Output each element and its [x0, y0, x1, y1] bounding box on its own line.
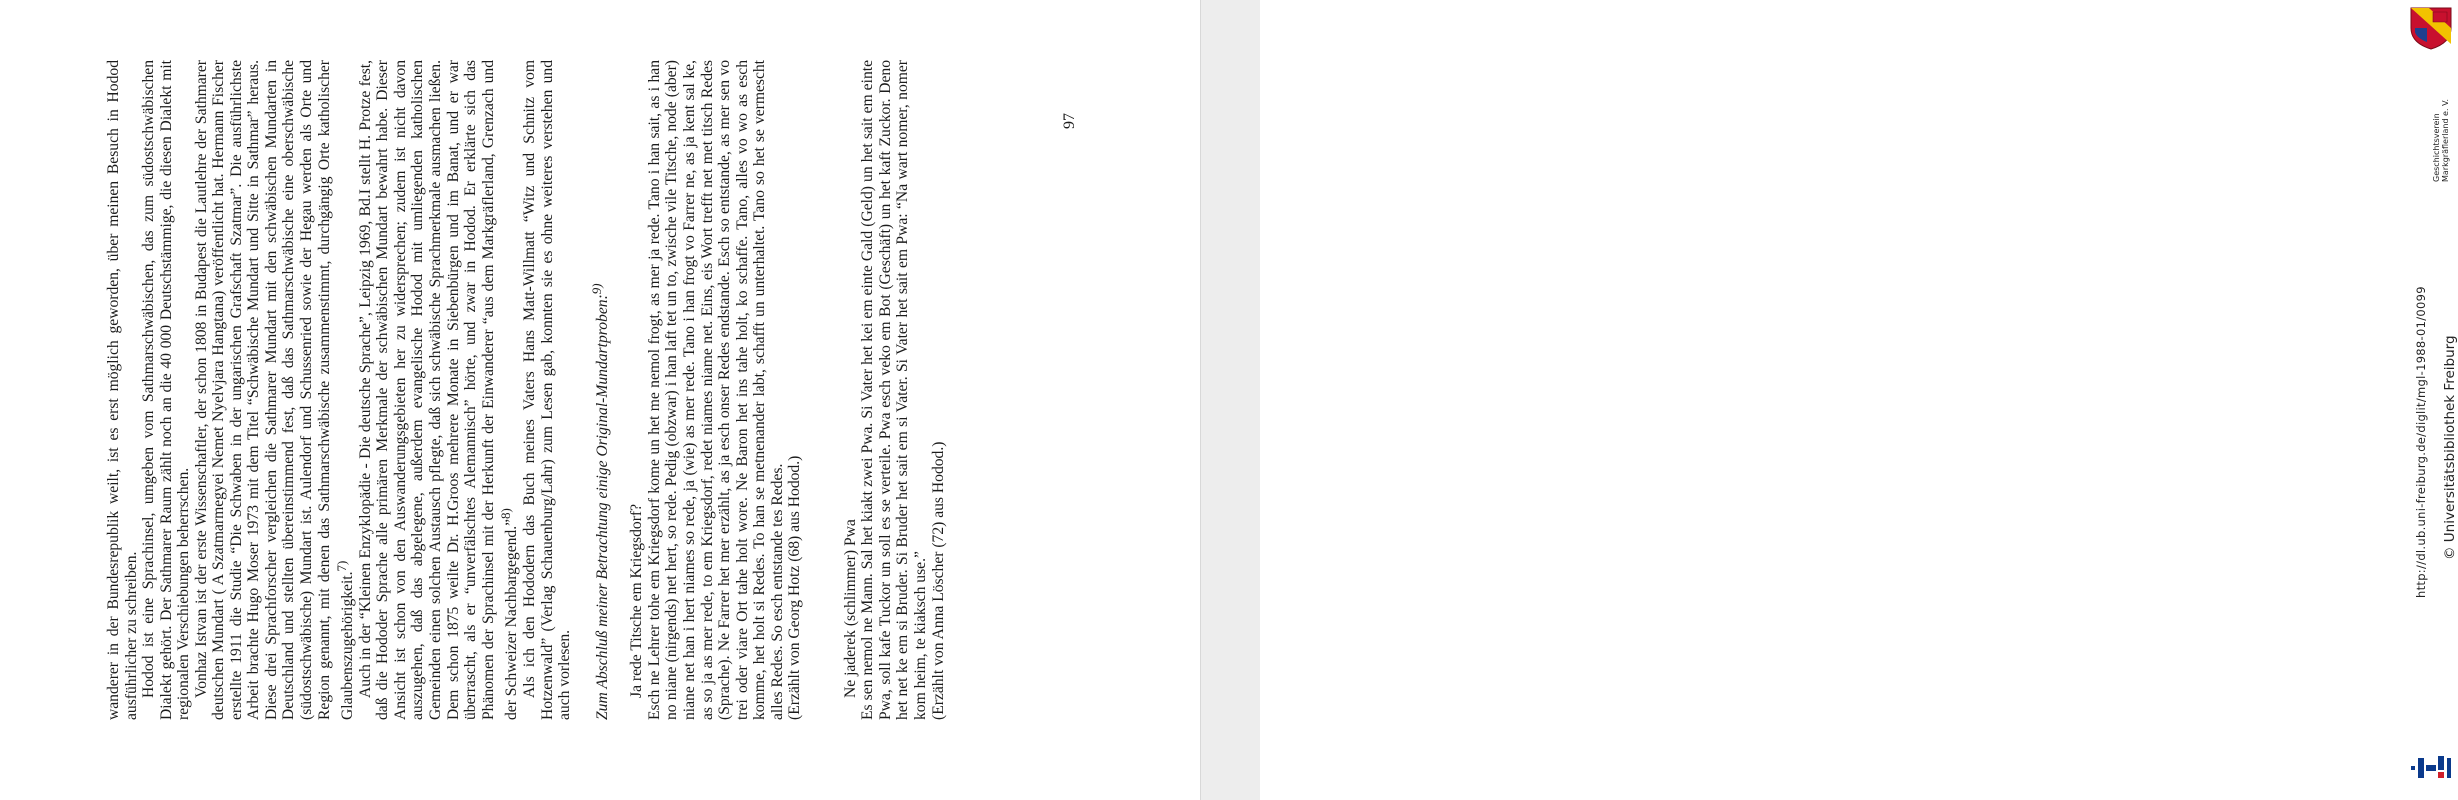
dialect-sample-text: Esch ne Lehrer tohe em Kriegsdorf kome un het me nemol frogt, as mer ja rede. Tano i han sait, as i han no niane (nirgends) net hert, so rede. Pedig (obzwar) i han laft tet un to, zwische vile Titsche, node (aber) niane net han i hert niames so rede, ja (wie) as mer rede. Tano i han frogt vo Farrer ne, as ja kent sal ke, as so ja as mer rede, to em Kriegsdorf, redet niames niame net. Eins, eis Wort trefft net met titsch Redes (Sprache). Ne Farrer het mer erzählt, as ja esch onser Redes endstande. Esch so entstande, as mer sen vo trei oder viare Ort tahe holt wore. Ne Baron het ins tahe holt, ko schaffe. Tano, alles vo wo as esch komme, het holt si Redes. To han se metnenander labt, schafft un unterhaltet. Tano so het se vermescht alles Redes. So esch entstande tes Redes.: [645, 60, 786, 720]
dialect-sample-text: Es sen nemol ne Mann. Sal het kiakt zwei Pwa. Si Vater het kei em einte Gald (Geld) un het sait em einte Pwa, soll kafe Tuckor un soll es se verteile. Pwa esch veko em Bot (Geschäft) un het kaft Zuckor. Deno het net ke em si Bruder. Si Bruder het sait em si Vater. Si Vater het sait em Pwa: “Na wart nomer, nomer kom heim, te kiaksch use.”: [859, 60, 929, 720]
copyright-notice: © Universitätsbibliothek Freiburg: [2442, 335, 2458, 560]
ub-freiburg-logo-icon: [2409, 748, 2457, 788]
dialect-sample-source: (Erzählt von Anna Löscher (72) aus Hodod.): [929, 441, 947, 720]
dialect-sample-source: (Erzählt von Georg Hotz (68) aus Hodod.): [786, 455, 804, 720]
paragraph: [193, 60, 357, 720]
paragraph: Hodod ist eine Sprachinsel, umgeben vom Sathmarschwäbischen, das zum südostschwäbischen Dialekt gehört. Der Sathmarer Raum zählt noch an die 40 000 Deutschstämmige, die diesen Dialekt mit regionalen Verschiebungen beherrschen.: [140, 60, 193, 720]
permalink-url[interactable]: http://dl.ub.uni-freiburg.de/diglit/mgl-1988-01/0099: [2414, 286, 2428, 598]
paragraph-text: Auch in der “Kleinen Enzyklopädie - Die deutsche Sprache”, Leipzig 1969, Bd.I stellt H. Protze fest, daß die Hododer Sprache alle primären Merkmale der schwäbischen Mundart bewahrt habe. Dieser Ansicht ist schon von den Auswanderungsgebieten her zu widersprechen; zudem ist nicht davon auszugehen, daß das abgelegene, außerdem evangelische Hodod mit umliegenden katholischen Gemeinden einen solchen Austausch pflegte, daß sich schwäbische Sprachmerkmale ausmachen ließen. Dem schon 1875 weilte Dr. H.Groos mehrere Monate in Siebenbürgen und im Banat, und er war überrascht, als er “unverfälschtes Alemannisch” hörte, und zwar in Hodod. Er erklärte sich das Phänomen der Sprachinsel mit der Herkunft der Einwanderer “aus dem Markgräflerland, Grenzach und der Schweizer Nachbargegend.”: [356, 60, 521, 720]
dialect-sample-title: Ja rede Titsche em Kriegsdorf?: [628, 503, 646, 698]
markgraeflerland-crest-icon: [2407, 6, 2455, 50]
document-page: [0, 0, 1200, 800]
paragraph: [357, 60, 521, 720]
footnote-mark: 8): [498, 508, 514, 519]
dialect-sample-title: Ne jaderek (schlimmer) Pwa: [841, 519, 859, 698]
viewer-sidebar: [1200, 0, 2458, 800]
footnote-mark: 7): [334, 560, 350, 572]
spacer: [804, 60, 826, 720]
paragraph: Als ich den Hododern das Buch meines Vaters Hans Matt-Willmatt “Witz und Schnitz vom Hotzenwald” (Verlag Schauenburg/Lahr) zum Lesen gab, konnten sie es ohne weiteres verstehen und auch vorlesen.: [520, 60, 574, 720]
org-name-line2: Markgräflerland e. V.: [2441, 98, 2450, 182]
rotated-text-block: [105, 60, 1085, 720]
page-number: 97: [1061, 113, 1078, 129]
footnote-mark: 9): [588, 283, 604, 295]
paragraph: wanderer in der Bundesrepublik weilt, ist es erst möglich geworden, über meinen Besuch in Hodod ausführlicher zu schreiben.: [105, 60, 140, 720]
paragraph-text: Vonhaz Istvan ist der erste Wissenschaftler, der schon 1808 in Budapest die Lautlehre der Sathmarer deutschen Mundart ( A Szatmarmegyei Nemet Nyelvjara Hangtana) veröffentlicht hat. Hermann Fischer erstellte 1911 die Studie “Die Schwaben in der ungarischen Grafschaft Szatmar”. Die ausführlichste Arbeit brachte Hugo Moser 1973 mit dem Titel “Schwäbische Mundart und Sitte in Sathmar” heraus. Diese drei Sprachforscher vergleichen die Sathmarer Mundart mit den schwäbischen Mundarten in Deutschland und stellten übereinstimmend fest, daß das Sathmarschwäbische eine oberschwäbische (südostschwäbische) Mundart ist. Aulendorf und Schussenried sowie der Hegau werden als Orte und Region genannt, mit denen das Sathmarschwäbische zusammenstimmt, durchgängig Orte katholischer Glaubenszugehörigkeit.: [192, 60, 357, 720]
org-name-line1: Geschichtsverein: [2432, 113, 2441, 182]
section-heading: [588, 60, 612, 720]
section-heading-text: Zum Abschluß meiner Betrachtung einige Original-Mundartproben:: [593, 294, 611, 720]
